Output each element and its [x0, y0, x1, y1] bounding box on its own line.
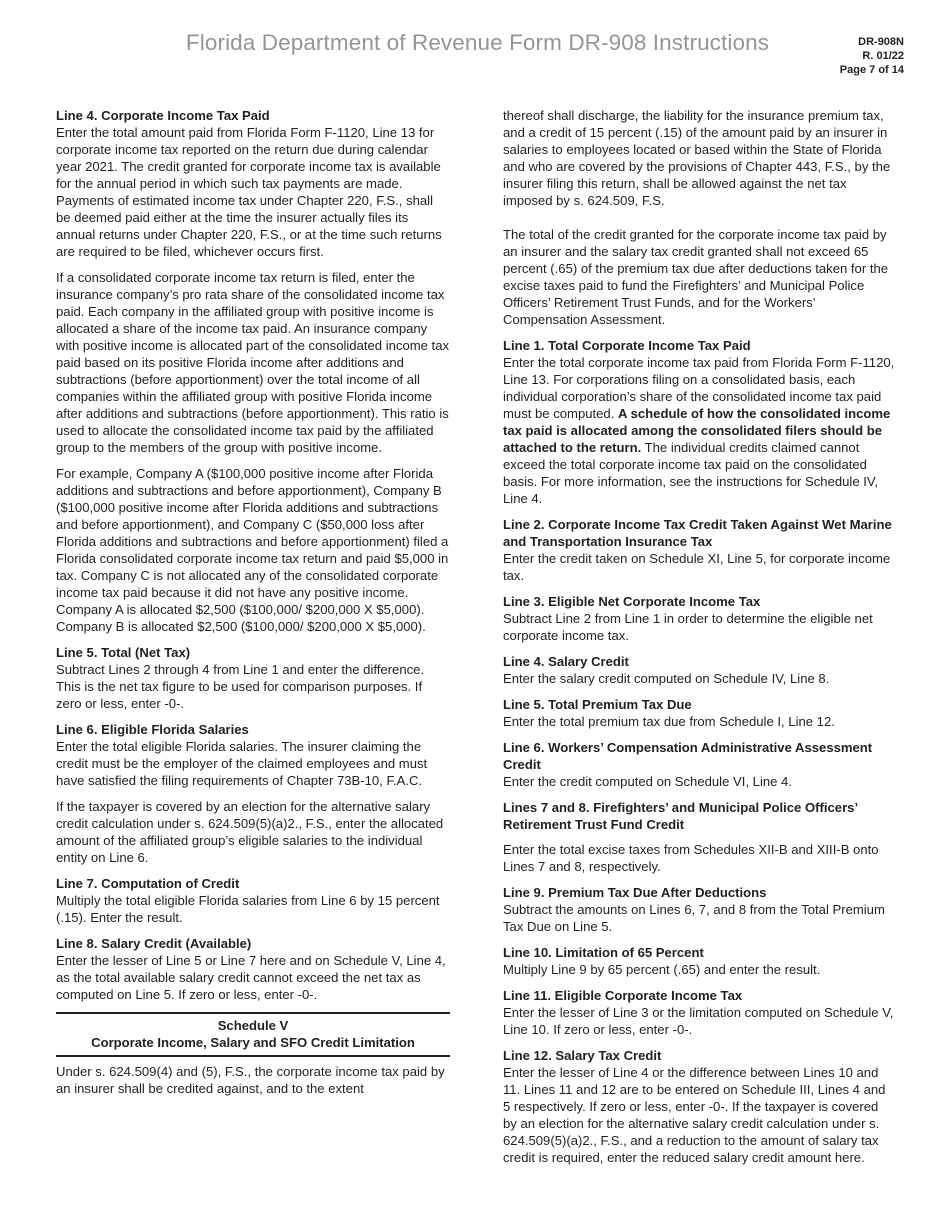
paragraph [503, 354, 895, 507]
section-line10-limitation [503, 944, 895, 978]
section-heading: Line 1. Total Corporate Income Tax Paid [503, 338, 751, 353]
page-number: Page 7 of 14 [839, 64, 904, 76]
section-heading: Line 6. Workers’ Compensation Administrative Assessment Credit [503, 740, 873, 772]
paragraph: If a consolidated corporate income tax return is filed, enter the insurance company’s pro rata share of the consolidated income tax paid. Each company in the affiliated group with positive income is allocated a share of the income tax paid. An insurance company with positive income is allocated part of the consolidated income tax paid based on its positive Florida income after additions and subtractions (before apportionment) over the total income of all companies within the affiliated group with positive Florida income after additions and subtractions (before apportionment). This ratio is used to allocate the consolidated income tax paid by the affiliated group to the members of the group with positive income. [56, 270, 450, 455]
section-heading: Line 11. Eligible Corporate Income Tax [503, 988, 743, 1003]
paragraph: Under s. 624.509(4) and (5), F.S., the corporate income tax paid by an insurer shall be credited against, and to the extent [56, 1064, 445, 1096]
section-line6-workers-compensation-credit [503, 739, 895, 790]
section-heading: Line 4. Salary Credit [503, 654, 629, 669]
paragraph: If the taxpayer is covered by an election for the alternative salary credit calculation under s. 624.509(5)(a)2., F.S., enter the allocated amount of the affiliated group’s eligible salaries to the individual entity on Line 6. [56, 799, 444, 865]
schedule-subtitle: Corporate Income, Salary and SFO Credit Limitation [91, 1035, 415, 1050]
page-title: Florida Department of Revenue Form DR-908 Instructions [185, 30, 770, 55]
section-heading: Line 6. Eligible Florida Salaries [56, 722, 249, 737]
paragraph: Subtract Line 2 from Line 1 in order to determine the eligible net corporate income tax. [503, 611, 873, 643]
paragraph: For example, Company A ($100,000 positive income after Florida additions and subtractions and before apportionment), Company B ($100,000 positive income after Florida additions and subtractions and before apportionment), and Company C ($50,000 loss after Florida additions and subtractions and before apportionment) filed a Florida consolidated corporate income tax return and paid $5,000 in tax. Company C is not allocated any of the consolidated corporate income tax paid because it did not have any positive income. Company A is allocated $2,500 ($100,000/ $200,000 X $5,000). Company B is allocated $2,500 ($100,000/ $200,000 X $5,000). [56, 466, 449, 634]
paragraph: Enter the total amount paid from Florida Form F-1120, Line 13 for corporate income tax reported on the return due during calendar year 2021. The credit granted for corporate income tax is available for the annual period in which such tax payments are made. Payments of estimated income tax under Chapter 220, F.S., shall be deemed paid either at the time the insurer actually files its annual returns under Chapter 220, F.S., or at the time such returns are required to be filed, whichever occurs first. [56, 125, 442, 259]
paragraph: Multiply Line 9 by 65 percent (.65) and enter the result. [503, 962, 821, 977]
paragraph: Enter the total eligible Florida salaries. The insurer claiming the credit must be the employer of the claimed employees and must have satisfied the filing requirements of Chapter 73B-10, F.A.C. [56, 739, 428, 788]
paragraph-block [56, 465, 450, 635]
paragraph: Subtract the amounts on Lines 6, 7, and 8 from the Total Premium Tax Due on Line 5. [503, 902, 885, 934]
section-line8-salary-credit [56, 935, 450, 1003]
paragraph-block [503, 226, 895, 328]
paragraph: Enter the salary credit computed on Schedule IV, Line 8. [503, 671, 830, 686]
section-line6-eligible-florida-salaries [56, 721, 450, 789]
paragraph-block [56, 798, 450, 866]
section-heading: Line 5. Total Premium Tax Due [503, 697, 692, 712]
paragraph: Enter the credit computed on Schedule VI, Line 4. [503, 774, 792, 789]
form-number: DR-908N [858, 36, 904, 48]
section-line5-total-premium-tax-due [503, 696, 895, 730]
section-heading: Line 8. Salary Credit (Available) [56, 936, 252, 951]
section-heading: Lines 7 and 8. Firefighters’ and Municipal Police Officers’ Retirement Trust Fund Credit [503, 800, 858, 832]
section-line7-computation-of-credit [56, 875, 450, 926]
right-column [503, 107, 895, 1175]
section-line4-salary-credit [503, 653, 895, 687]
paragraph: Enter the lesser of Line 4 or the difference between Lines 10 and 11. Lines 11 and 12 are to be entered on Schedule III, Lines 4 and 5 respectively. If zero or less, enter -0-. If the taxpayer is covered by an election for the alternative salary credit calculation under s. 624.509(5)(a)2., F.S., and a reduction to the amount of salary tax credit is required, enter the reduced salary credit amount here. [503, 1065, 886, 1165]
section-heading: Line 5. Total (Net Tax) [56, 645, 191, 660]
section-line11-eligible-corporate-income-tax [503, 987, 895, 1038]
paragraph: Enter the credit taken on Schedule XI, Line 5, for corporate income tax. [503, 551, 891, 583]
paragraph: Enter the total excise taxes from Schedules XII-B and XIII-B onto Lines 7 and 8, respectively. [503, 842, 879, 874]
paragraph: thereof shall discharge, the liability for the insurance premium tax, and a credit of 15 percent (.15) of the amount paid by an insurer in salaries to employees located or based within the State of Florida and who are covered by the provisions of Chapter 443, F.S., by the insurer filing this return, shall be allowed against the net tax imposed by s. 624.509, F.S. [503, 108, 891, 208]
section-heading: Line 4. Corporate Income Tax Paid [56, 108, 270, 123]
paragraph-text: Enter the total corporate income tax paid from Florida Form F-1120, Line 13. For corporations filing on a consolidated basis, each individual corporation’s share of the consolidated income tax paid must be computed. [503, 355, 895, 421]
emphasized-text: A schedule of how the consolidated income tax paid is allocated among the consolidated filers should be attached to the return. [503, 406, 891, 455]
form-revision: R. 01/22 [862, 50, 904, 62]
section-line12-salary-tax-credit [503, 1047, 895, 1166]
paragraph-text: The individual credits claimed cannot exceed the total corporate income tax paid on the consolidated basis. For more information, see the instructions for Schedule IV, Line 4. [503, 440, 879, 506]
paragraph: Enter the lesser of Line 3 or the limitation computed on Schedule V, Line 10. If zero or less, enter -0-. [503, 1005, 894, 1037]
section-heading: Line 2. Corporate Income Tax Credit Taken Against Wet Marine and Transportation Insurance Tax [503, 517, 892, 549]
paragraph: Multiply the total eligible Florida salaries from Line 6 by 15 percent (.15). Enter the result. [56, 893, 440, 925]
paragraph: Enter the lesser of Line 5 or Line 7 here and on Schedule V, Line 4, as the total available salary credit cannot exceed the net tax as computed on Line 5. If zero or less, enter -0-. [56, 953, 446, 1002]
section-heading: Line 12. Salary Tax Credit [503, 1048, 662, 1063]
paragraph: Subtract Lines 2 through 4 from Line 1 and enter the difference. This is the net tax figure to be used for comparison purposes. If zero or less, enter -0-. [56, 662, 425, 711]
section-heading: Line 9. Premium Tax Due After Deductions [503, 885, 767, 900]
paragraph-block [56, 269, 450, 456]
form-identifier [840, 35, 904, 77]
section-heading: Line 7. Computation of Credit [56, 876, 240, 891]
schedule-title: Schedule V [217, 1018, 289, 1033]
left-column [56, 107, 450, 1097]
section-line9-premium-tax-due-after-deductions [503, 884, 895, 935]
section-lines7-8-firefighters-police-credit [503, 799, 895, 875]
section-heading: Line 3. Eligible Net Corporate Income Tax [503, 594, 761, 609]
section-line3-eligible-net-corporate-income-tax [503, 593, 895, 644]
paragraph: The total of the credit granted for the corporate income tax paid by an insurer and the salary tax credit granted shall not exceed 65 percent (.65) of the premium tax due after deductions taken for the excise taxes paid to fund the Firefighters’ and Municipal Police Officers’ Retirement Trust Funds, and for the Workers’ Compensation Assessment. [503, 227, 889, 327]
schedule-v-header [56, 1012, 450, 1057]
section-line2-corporate-income-tax-credit [503, 516, 895, 584]
section-heading: Line 10. Limitation of 65 Percent [503, 945, 704, 960]
paragraph-block [503, 107, 895, 209]
paragraph: Enter the total premium tax due from Schedule I, Line 12. [503, 714, 835, 729]
section-line1-total-corporate-income-tax-paid [503, 337, 895, 507]
section-line5-total-net-tax [56, 644, 450, 712]
section-line4-corporate-income-tax-paid [56, 107, 450, 260]
